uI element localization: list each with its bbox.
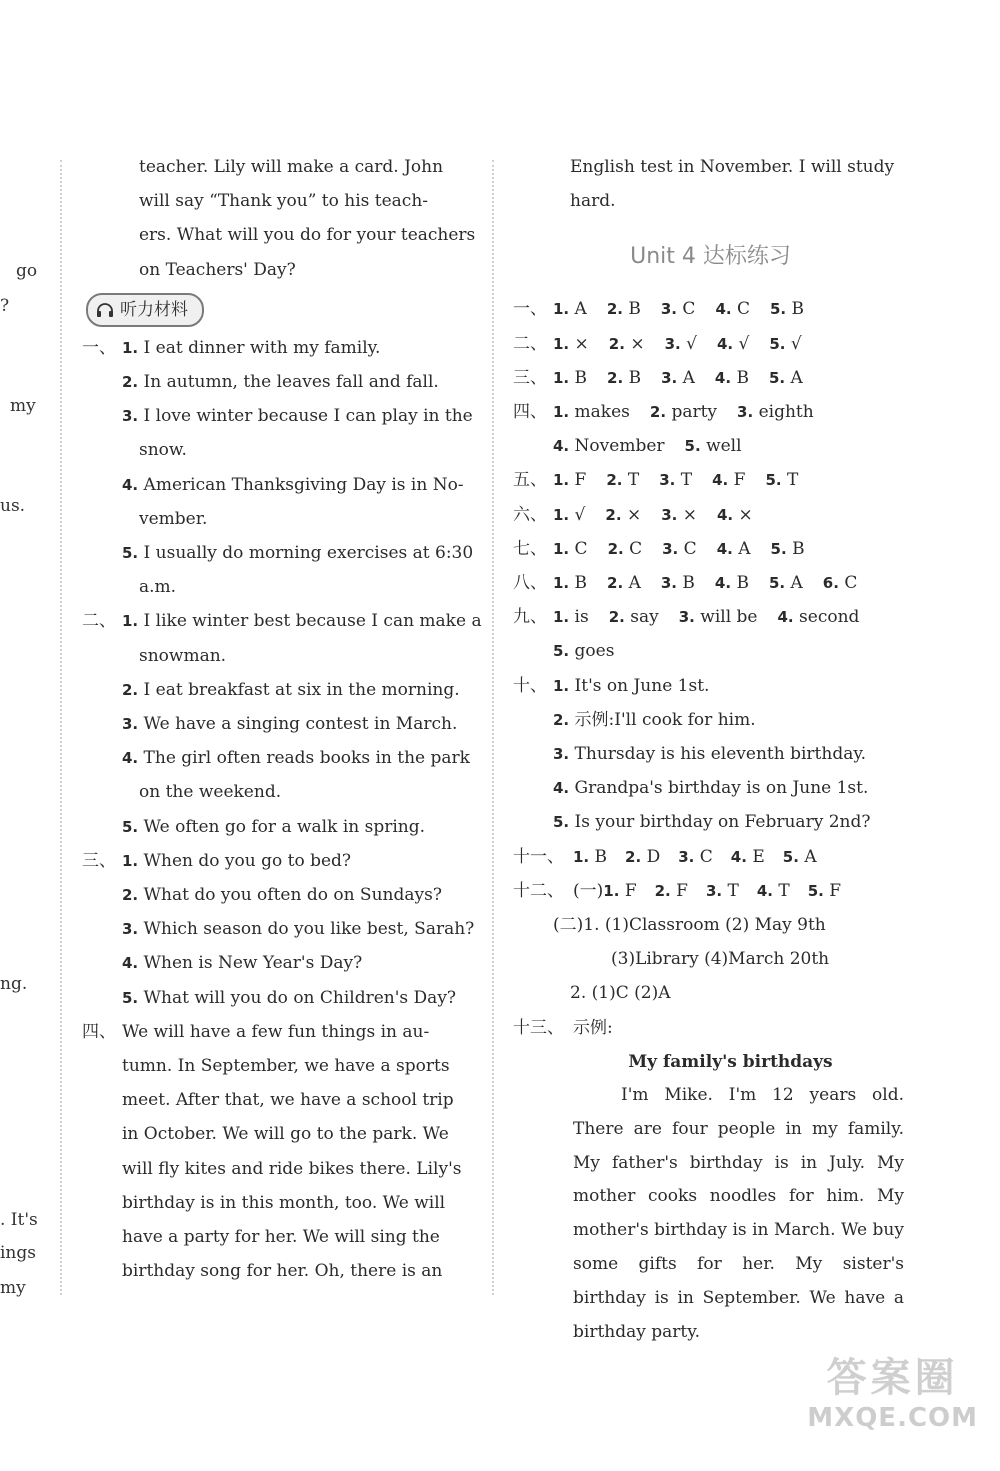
answer-value: A [790,367,803,388]
answer-value: C [574,538,588,559]
answer-value: A [738,538,751,559]
answer-value: T [680,470,693,491]
right-column [513,150,908,1349]
list-item: 3. We have a singing contest in March. [122,714,458,735]
answer-value: B [791,299,805,320]
list-item: 5. We often go for a walk in spring. [122,816,426,837]
answer-value: F [574,470,587,491]
answer-value: B [736,573,749,594]
answer-section: 一、 1. A 2. B 3. C 4. C 5. B [513,299,805,320]
answer-section-13: 十三、 示例: [513,1017,613,1038]
answer-value: will be [700,607,758,628]
answer-value: B [736,367,749,388]
listening-section-1: 一、 1. I eat dinner with my family. [82,337,381,358]
unit-title: Unit 4 达标练习 [630,244,791,270]
left-fragment: us. [0,496,26,516]
answer-section: 九、 1. is 2. say 3. will be 4. second [513,607,860,628]
answer-subpart-2-continued: (3)Library (4)March 20th [611,949,830,970]
list-item-continuation: a.m. [139,577,177,598]
answer-section-continued: 4. November 5. well [553,436,742,457]
answer-value: well [706,436,742,457]
answer-value: √ [686,333,697,354]
headphones-icon [96,303,114,317]
answer-value: × [682,504,697,525]
answer-value: goes [574,641,615,662]
answer-value: × [630,333,645,354]
answer-value: is [574,607,589,628]
answer-value: B [628,367,642,388]
answer-section-continued: 5. goes [553,641,615,662]
watermark [807,1346,978,1433]
answer-value: makes [574,402,630,423]
listening-section-3: 三、 1. When do you go to bed? [82,850,352,871]
answer-value: × [738,504,753,525]
list-item: 4. When is New Year's Day? [122,953,363,974]
passage-line: tumn. In September, we have a sports [122,1056,450,1077]
list-item: 3. Thursday is his eleventh birthday. [553,744,867,765]
intro-line: teacher. Lily will make a card. John [139,157,444,177]
answer-value: √ [738,333,750,354]
answer-value: × [626,504,642,525]
answer-value: eighth [758,402,814,423]
intro-line: will say “Thank you” to his teach- [139,191,429,212]
answer-value: B [574,367,588,388]
answer-value: party [671,402,718,423]
answer-value: × [574,333,589,354]
left-fragment: go [16,261,38,281]
list-item-continuation: vember. [139,508,208,529]
answer-section-10: 十、 1. It's on June 1st. [513,675,710,696]
passage-line: in October. We will go to the park. We [122,1124,449,1145]
list-item-continuation: snow. [139,440,187,461]
answer-value: B [682,573,695,594]
column-divider [492,160,494,1295]
answer-value: C [629,538,643,559]
list-item: 5. Is your birthday on February 2nd? [553,812,871,833]
watermark-logo: 答案圈 [826,1355,959,1401]
answer-value: T [778,880,790,901]
answer-value: D [646,846,661,867]
answer-value: T [627,470,640,491]
answer-value: √ [790,333,802,354]
answer-subpart-2: (二)1. (1)Classroom (2) May 9th [553,915,826,936]
list-item: 2. What do you often do on Sundays? [122,885,442,906]
left-fragment: my [10,396,36,416]
answer-value: C [683,538,697,559]
list-item: 4. American Thanksgiving Day is in No- [122,474,464,495]
answer-value: C [736,299,750,320]
answer-value: say [630,607,659,628]
list-item: 4. Grandpa's birthday is on June 1st. [553,778,869,799]
answer-value: C [844,573,858,594]
listening-material-heading [86,293,204,327]
answer-value: B [628,299,641,320]
passage-line: will fly kites and ride bikes there. Lily's [122,1158,462,1179]
answer-value: F [676,880,688,901]
answer-value: A [804,846,817,867]
passage-line: birthday song for her. Oh, there is an [122,1261,443,1282]
list-item: 2. 示例:I'll cook for him. [553,709,756,730]
middle-column [82,150,482,1289]
list-item: 5. I usually do morning exercises at 6:30 [122,543,474,564]
listening-title-text: 听力材料 [120,299,188,320]
left-fragment: . It's [0,1210,38,1230]
answer-value: A [628,573,641,594]
list-item: 2. I eat breakfast at six in the morning. [122,679,460,700]
answer-value: T [787,470,799,491]
listening-section-2: 二、 1. I like winter best because I can make a [82,611,482,632]
answer-section: 七、 1. C 2. C 3. C 4. A 5. B [513,538,805,559]
watermark-url: MXQE.COM [807,1403,978,1433]
answer-value: T [727,880,739,901]
column-divider [60,160,62,1295]
left-fragment: ings [0,1243,36,1263]
answer-section: 五、 1. F 2. T 3. T 4. F 5. T [513,470,799,491]
essay-title: My family's birthdays [628,1051,833,1072]
answer-value: E [752,846,765,867]
list-item: 3. Which season do you like best, Sarah? [122,919,475,940]
answer-section-12: 十二、 (一)1. F 2. F 3. T 4. T 5. F [513,880,842,901]
answer-section-11: 十一、 1. B 2. D 3. C 4. E 5. A [513,846,817,867]
passage-line: have a party for her. We will sing the [122,1227,440,1248]
intro-line: hard. [570,191,616,212]
answer-value: F [624,880,637,901]
list-item: 5. What will you do on Children's Day? [122,987,457,1008]
answer-subpart-2-item: 2. (1)C (2)A [570,983,671,1004]
answer-value: A [574,299,587,320]
answer-section: 二、 1. × 2. × 3. √ 4. √ 5. √ [513,333,802,354]
intro-line: on Teachers' Day? [139,259,296,280]
list-item: 4. The girl often reads books in the park [122,748,470,769]
answer-value: B [594,846,608,867]
answer-value: F [829,880,842,901]
answer-section: 八、 1. B 2. A 3. B 4. B 5. A 6. C [513,573,858,594]
answer-section: 四、 1. makes 2. party 3. eighth [513,402,814,423]
passage-line: birthday is in this month, too. We will [122,1192,446,1213]
answer-value: B [792,538,805,559]
answer-section: 六、 1. √ 2. × 3. × 4. × [513,504,753,525]
left-fragment: my [0,1278,26,1298]
list-item: 3. I love winter because I can play in the [122,406,473,427]
answer-value: √ [574,504,586,525]
left-fragment: ng. [0,974,28,994]
answer-section: 三、 1. B 2. B 3. A 4. B 5. A [513,367,803,388]
answer-value: B [574,573,588,594]
answer-value: November [574,436,665,457]
answer-value: C [682,299,696,320]
list-item-continuation: on the weekend. [139,782,282,803]
passage-line: meet. After that, we have a school trip [122,1090,454,1111]
answer-value: F [733,470,746,491]
left-fragment: ? [0,296,10,316]
answer-value: second [799,607,860,628]
list-item: 2. In autumn, the leaves fall and fall. [122,372,439,393]
answer-key-list [513,292,908,668]
listening-section-4: 四、 We will have a few fun things in au- [82,1021,430,1042]
answer-value: C [699,846,713,867]
answer-value: A [682,367,695,388]
essay-body: I'm Mike. I'm 12 years old. There are four people in my family. My father's birthday is in July. My mother cooks noodles for him. My mother's birthday is in March. We buy some gifts for her. My sister's birthday is in September. We have a birthday party. [573,1085,904,1342]
list-item-continuation: snowman. [139,645,227,666]
answer-value: A [790,573,803,594]
intro-line: ers. What will you do for your teachers [139,225,476,246]
intro-line: English test in November. I will study [570,157,895,177]
